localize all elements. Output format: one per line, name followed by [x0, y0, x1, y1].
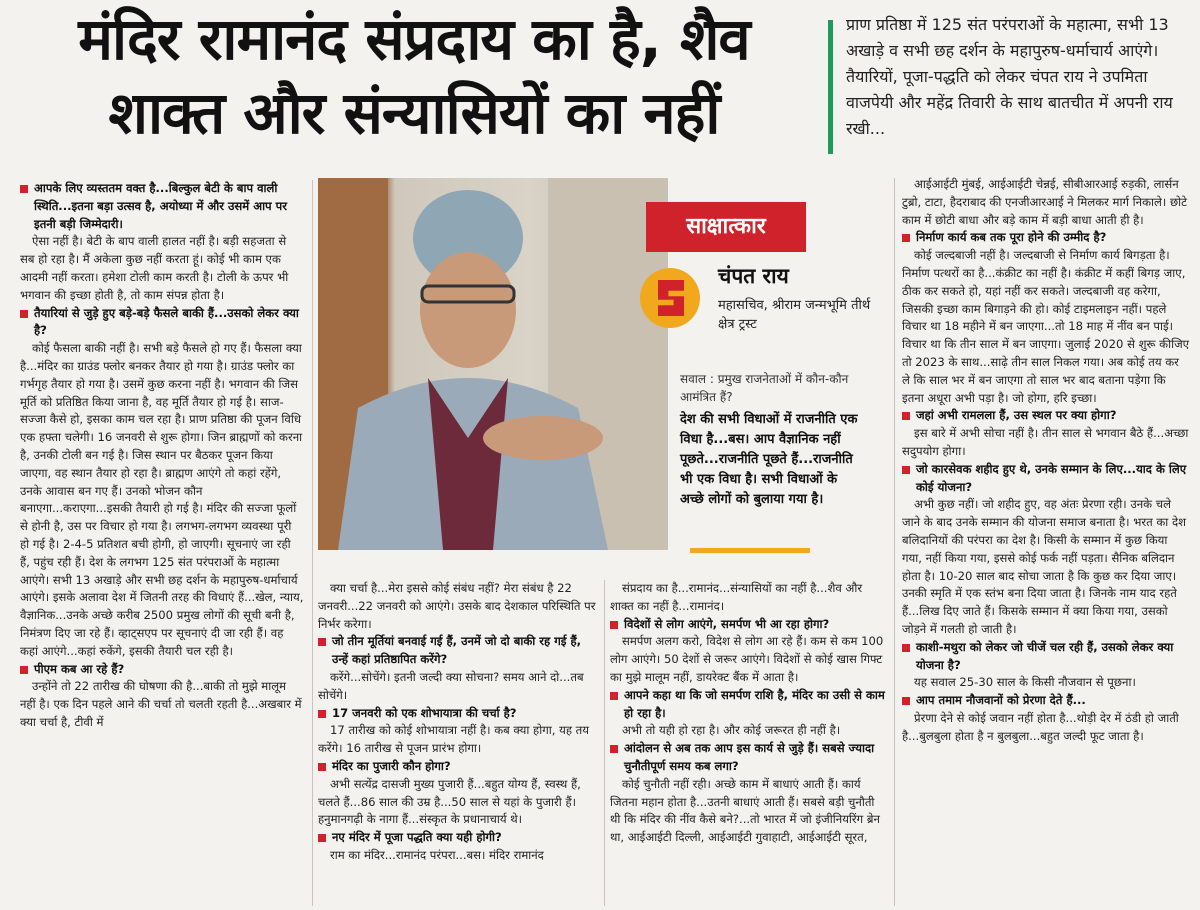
column-divider: [312, 180, 313, 906]
article-column-4: [902, 176, 1190, 906]
interview-badge: साक्षात्कार: [646, 202, 806, 252]
answer-paragraph: उन्होंने तो 22 तारीख की घोषणा की है...बाकी तो मुझे मालूम नहीं है। एक दिन पहले आने की चर्चा तो चलती रहती है...अखबार में क्या चर्चा है, टीवी में: [20, 679, 302, 729]
portrait-photo: [318, 178, 668, 550]
article-column-2: [318, 580, 598, 906]
question-paragraph: तैयारियां से जुड़े हुए बड़े-बड़े फैसले बाकी हैं...उसको लेकर क्या है?: [20, 305, 304, 341]
question-paragraph: आपने कहा था कि जो समर्पण राशि है, मंदिर का उसी से काम हो रहा है।: [610, 687, 888, 723]
answer-paragraph: अभी तो यही हो रहा है। और कोई जरूरत ही नहीं है।: [622, 723, 841, 738]
question-paragraph: नए मंदिर में पूजा पद्धति क्या यही होगी?: [318, 829, 598, 847]
answer-paragraph: अभी सत्येंद्र दासजी मुख्य पुजारी हैं...बहुत योग्य हैं, स्वस्थ हैं, चलते हैं...86 साल की उम्र है...50 साल से यहां के पुजारी हैं। हनुमानगढ़ी के नागा हैं...संस्कृत के प्रधानाचार्य थे।: [318, 776, 581, 827]
answer-paragraph: ऐसा नहीं है। बेटी के बाप वाली हालत नहीं है। बड़ी सहजता से सब हो रहा है। मैं अकेला कुछ नहीं करता हूं। कोई भी काम एक आदमी नहीं करता। हमेशा टोली काम करती है। टोली के ऊपर भी भगवान की इच्छा होती है, तो काम संपन्न होता है।: [20, 234, 289, 302]
article-column-3: [610, 580, 888, 906]
bhaskar-logo-icon: [640, 268, 700, 328]
question-paragraph: जो तीन मूर्तियां बनवाई गई हैं, उनमें जो दो बाकी रह गई हैं, उन्हें कहां प्रतिष्ठापित करेंगे?: [318, 633, 598, 669]
portrait-illustration: [318, 178, 668, 550]
question-paragraph: आंदोलन से अब तक आप इस कार्य से जुड़े हैं। सबसे ज्यादा चुनौतीपूर्ण समय कब लगा?: [610, 740, 888, 776]
side-accent-bar: [690, 548, 810, 553]
answer-paragraph: 17 तारीख को कोई शोभायात्रा नहीं है। कब क्या होगा, यह तय करेंगे। 16 तारीख से पूजन प्रारंभ होगा।: [318, 723, 589, 756]
question-paragraph: विदेशों से लोग आएंगे, समर्पण भी आ रहा होगा?: [610, 616, 888, 634]
question-paragraph: पीएम कब आ रहे हैं?: [20, 661, 304, 679]
answer-paragraph: यह सवाल 25-30 साल के किसी नौजवान से पूछना।: [914, 675, 1136, 690]
answer-paragraph: आईआईटी मुंबई, आईआईटी चेन्नई, सीबीआरआई रुड़की, लार्सन टुब्रो, टाटा, हैदराबाद की एनजीआरआई ने मिलकर मार्ग निकाले। छोटे काम में छोटी बाधा और बड़े काम में बड़ी बाधा आती ही है।: [902, 177, 1187, 227]
column-divider: [604, 580, 605, 906]
question-paragraph: काशी-मथुरा को लेकर जो चीजें चल रही हैं, उसको लेकर क्या योजना है?: [902, 639, 1190, 675]
answer-paragraph: कोई जल्दबाजी नहीं है। जल्दबाजी से निर्माण कार्य बिगड़ता है। निर्माण पत्थरों का है...कंक्रीट का नहीं है। कंक्रीट में कहीं बिगड़ जाए, ठीक कर सकते हो, यहां नहीं कर सकते। जल्दबाजी वह करेगा, जिसकी इच्छा काम बिगाड़ने की हो। कोई टाइमलाइन नहीं। पहले विचार था 18 महीने में बन जाएगा...तो 18 माह में नींव बन पाई। विचार था कि तीन साल में बन जाएगा। जुलाई 2020 से शुरू कीजिए तो 2023 के साथ...साढ़े तीन साल निकल गया। अब कोई तय कर ले कि साल भर में बन जाएगा तो साल भर बाद बताना पड़ेगा कि इतना अधूरा अभी पड़ा है। जो होगा, हरि इच्छा।: [902, 248, 1190, 405]
headline-line-2: शाक्त और संन्यासियों का नहीं: [108, 79, 720, 147]
answer-paragraph: राम का मंदिर...रामानंद परंपरा...बस। मंदिर रामानंद: [330, 847, 544, 862]
side-answer: देश की सभी विधाओं में राजनीति एक विधा है...बस। आप वैज्ञानिक नहीं पूछते...राजनीति पूछते हैं...राजनीति भी एक विधा है। सभी विधाओं के अच्छे लोगों को बुलाया गया है।: [680, 412, 858, 507]
answer-paragraph: अभी कुछ नहीं। जो शहीद हुए, वह अंतः प्रेरणा रही। उनके चले जाने के बाद उनके सम्मान की योजना समाज बनाता है। भरत का देश बलिदानियों की परंपरा का देश है। किसी के सम्मान में कुछ किया गया, नहीं किया गया, इससे कोई फर्क नहीं पड़ता। सैनिक बलिदान होता है। 10-20 साल बाद सोचा जाता है कि कुछ कर दिया जाए। उनकी स्मृति में एक स्तंभ बना दिया जाता है। जिनके नाम याद रहते हैं...लिख दिए जाते हैं। किसके सम्मान में क्या किया गया, उसको जोड़ने में गलती हो जाती है।: [902, 497, 1187, 636]
question-paragraph: 17 जनवरी को एक शोभायात्रा की चर्चा है?: [318, 705, 598, 723]
question-paragraph: निर्माण कार्य कब तक पूरा होने की उम्मीद है?: [902, 229, 1190, 247]
headline: [14, 2, 814, 150]
interviewee-name: चंपत राय: [718, 264, 789, 288]
answer-paragraph: प्रेरणा देने से कोई जवान नहीं होता है...थोड़ी देर में ठंडी हो जाती है...बुलबुला होता है न बुलबुला...बहुत जल्दी फूट जाता है।: [902, 710, 1179, 743]
column-divider: [894, 178, 895, 906]
answer-paragraph: क्या चर्चा है...मेरा इससे कोई संबंध नहीं? मेरा संबंध है 22 जनवरी...22 जनवरी को आएंगे। उसके बाद देशकाल परिस्थिति पर निर्भर करेगा।: [318, 581, 596, 631]
intro-text: प्राण प्रतिष्ठा में 125 संत परंपराओं के महात्मा, सभी 13 अखाड़े व सभी छह दर्शन के महापुरुष-धर्माचार्य आएंगे। तैयारियों, पूजा-पद्धति को लेकर चंपत राय ने उपमिता वाजपेयी और महेंद्र तिवारी के साथ बातचीत में अपनी राय रखी...: [846, 15, 1173, 138]
question-paragraph: जो कारसेवक शहीद हुए थे, उनके सम्मान के लिए...याद के लिए कोई योजना?: [902, 461, 1190, 497]
article-column-1: [20, 180, 304, 906]
headline-line-1: मंदिर रामानंद संप्रदाय का है, शैव: [78, 5, 750, 73]
question-paragraph: जहां अभी रामलला हैं, उस स्थल पर क्या होगा?: [902, 407, 1190, 425]
interviewee-role: महासचिव, श्रीराम जन्मभूमि तीर्थ क्षेत्र ट्रस्ट: [718, 298, 871, 332]
question-paragraph: मंदिर का पुजारी कौन होगा?: [318, 758, 598, 776]
question-paragraph: आपके लिए व्यस्ततम वक्त है...बिल्कुल बेटी के बाप वाली स्थिति...इतना बड़ा उत्सव है, अयोध्या में और उसमें आप पर इतनी बड़ी जिम्मेदारी।: [20, 180, 304, 233]
answer-paragraph: करेंगे...सोचेंगे। इतनी जल्दी क्या सोचना? समय आने दो...तब सोचेंगे।: [318, 669, 584, 702]
answer-paragraph: कोई चुनौती नहीं रही। अच्छे काम में बाधाएं आती हैं। कार्य जितना महान होता है...उतनी बाधाएं आती हैं। सबसे बड़ी चुनौती थी कि मंदिर की नींव कैसे बने?...तो भारत में जो इंजीनियरिंग ब्रेन था, आईआईटी दिल्ली, आईआईटी गुवाहाटी, आईआईटी सूरत,: [610, 776, 880, 845]
side-question: सवाल : प्रमुख राजनेताओं में कौन-कौन आमंत्रित हैं?: [680, 372, 849, 404]
answer-paragraph: कोई फैसला बाकी नहीं है। सभी बड़े फैसले हो गए हैं। फैसला क्या है...मंदिर का ग्राउंड फ्लोर बनकर तैयार हो गया है। ग्राउंड फ्लोर का गर्भगृह तैयार हो गया है। उसमें कुछ करना नहीं है। भगवान की जिस मूर्ति को प्रतिष्ठित किया जाना है, वह मूर्ति तैयार हो गई है। साज-सज्जा कैसे हो, इसका काम चल रहा है। प्राण प्रतिष्ठा की पूजन विधि एक हफ्ता चलेगी। 16 जनवरी से शुरू होगा। जिन ब्राह्मणों को करना है, उनकी टोली बन गई है। जिस स्थान पर बैठकर पूजन किया जाएगा, वह स्थान तैयार हो रहा है। ब्राह्मण आएंगे तो कहां रहेंगे, उनके आवास बन गए हैं। उनको भोजन कौन बनाएगा...कराएगा...इसकी तैयारी हो गई है। मंदिर की सज्जा फूलों से होनी है, उस पर विचार हो गया है। लगभग-लगभग व्यवस्था पूरी हो गई है। 2-4-5 प्रतिशत बची होगी, हो जाएगी। सूचनाएं जा रही हैं, पहुंच रही हैं। देश के लगभग 125 संत परंपराओं के महात्मा आएंगे। सभी 13 अखाड़े और सभी छह दर्शन के महापुरुष-धर्माचार्य आएंगे। इसके अलावा देश में जितनी तरह की विधाएं हैं...खेल, न्याय, वैज्ञानिक...उनके अच्छे करीब 2500 प्रमुख लोगों की सूची बनी है, निमंत्रण दिए जा रहे हैं। व्हाट्सएप पर सूचनाएं दी जा रही हैं। वह कहां आएंगे...कहां रुकेंगे, इसकी तैयारी चल रही है।: [20, 341, 304, 658]
answer-paragraph: इस बारे में अभी सोचा नहीं है। तीन साल से भगवान बैठे हैं...अच्छा सदुपयोग होगा।: [902, 426, 1189, 458]
answer-paragraph: संप्रदाय का है...रामानंद...संन्यासियों का नहीं है...शैव और शाक्त का नहीं है...रामानंद।: [610, 581, 863, 613]
intro-accent-bar: [828, 20, 833, 154]
question-paragraph: आप तमाम नौजवानों को प्रेरणा देते हैं...: [902, 692, 1190, 710]
answer-paragraph: समर्पण अलग करो, विदेश से लोग आ रहे हैं। कम से कम 100 लोग आएंगे। 50 देशों से जरूर आएंगे। विदेशों से कोई खास गिफ्ट का मुझे मालूम नहीं, डायरेक्ट बैंक में आता है।: [610, 634, 884, 684]
